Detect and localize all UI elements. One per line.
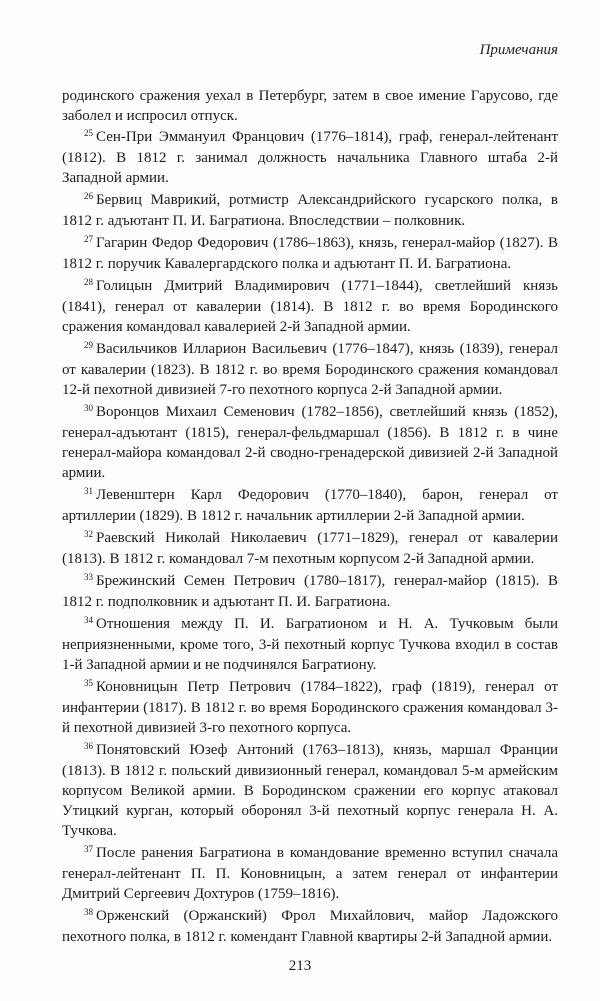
note-31 bbox=[62, 485, 558, 527]
note-number: 32 bbox=[84, 529, 93, 539]
note-34 bbox=[62, 614, 558, 676]
note-text: Отношения между П. И. Багратионом и Н. А. Тучковым были неприязненными, кроме того, 3-й пехотный корпус Тучкова входил в состав 1-й Западной армии и не подчинялся Багратиону. bbox=[62, 616, 558, 673]
note-text: Сен-При Эммануил Францович (1776–1814), граф, генерал-лейтенант (1812). В 1812 г. занимал должность начальника Главного штаба 2-й Западной армии. bbox=[62, 129, 558, 186]
note-32 bbox=[62, 528, 558, 570]
note-text: Гагарин Федор Федорович (1786–1863), князь, генерал-майор (1827). В 1812 г. поручик Кавалергардского полка и адъютант П. И. Багратиона. bbox=[62, 235, 558, 272]
note-number: 26 bbox=[84, 191, 93, 201]
note-number: 28 bbox=[84, 277, 93, 287]
note-text: Васильчиков Илларион Васильевич (1776–1847), князь (1839), генерал от кавалерии (1823). В 1812 г. во время Бородинского сражения командовал 12-й пехотной дивизией 7-го пехотного корпуса 2-й Западной армии. bbox=[62, 341, 558, 398]
note-25 bbox=[62, 127, 558, 189]
note-text: Левенштерн Карл Федорович (1770–1840), барон, генерал от артиллерии (1829). В 1812 г. начальник артиллерии 2-й Западной армии. bbox=[62, 487, 558, 524]
note-number: 27 bbox=[84, 234, 93, 244]
note-number: 35 bbox=[84, 678, 93, 688]
notes-body bbox=[62, 86, 558, 949]
note-number: 25 bbox=[84, 128, 93, 138]
note-number: 37 bbox=[84, 844, 93, 854]
note-text: Голицын Дмитрий Владимирович (1771–1844), светлейший князь (1841), генерал от кавалерии (1814). В 1812 г. во время Бородинского сражения командовал кавалерией 2-й Западной армии. bbox=[62, 278, 558, 335]
note-36 bbox=[62, 740, 558, 842]
note-number: 33 bbox=[84, 572, 93, 582]
note-text: Орженский (Оржанский) Фрол Михайлович, майор Ладожского пехотного полка, в 1812 г. комендант Главной квартиры 2-й Западной армии. bbox=[62, 908, 558, 945]
note-28 bbox=[62, 276, 558, 338]
note-number: 36 bbox=[84, 741, 93, 751]
note-text: Брежинский Семен Петрович (1780–1817), генерал-майор (1815). В 1812 г. подполковник и адъютант П. И. Багратиона. bbox=[62, 573, 558, 610]
note-text: Воронцов Михаил Семенович (1782–1856), светлейший князь (1852), генерал-адъютант (1815), генерал-фельдмаршал (1856). В 1812 г. в чине генерал-майора командовал 2-й сводно-гренадерской дивизией 2-й Западной армии. bbox=[62, 404, 558, 481]
note-text: Бервиц Маврикий, ротмистр Александрийского гусарского полка, в 1812 г. адъютант П. И. Багратиона. Впоследствии – полковник. bbox=[62, 192, 558, 229]
note-29 bbox=[62, 339, 558, 401]
note-number: 29 bbox=[84, 340, 93, 350]
note-number: 38 bbox=[84, 907, 93, 917]
note-30 bbox=[62, 402, 558, 484]
note-26 bbox=[62, 190, 558, 232]
page-number: 213 bbox=[288, 958, 312, 974]
note-number: 30 bbox=[84, 403, 93, 413]
note-text: Коновницын Петр Петрович (1784–1822), граф (1819), генерал от инфантерии (1817). В 1812 г. во время Бородинского сражения командовал 3-й пехотной дивизией 3-го пехотного корпуса. bbox=[62, 679, 558, 736]
note-text: После ранения Багратиона в командование временно вступил сначала генерал-лейтенант П. П. Коновницын, а затем генерал от инфантерии Дмитрий Сергеевич Дохтуров (1759–1816). bbox=[62, 845, 558, 902]
note-35 bbox=[62, 677, 558, 739]
note-37 bbox=[62, 843, 558, 905]
note-number: 31 bbox=[84, 486, 93, 496]
note-38 bbox=[62, 906, 558, 948]
note-27 bbox=[62, 233, 558, 275]
note-number: 34 bbox=[84, 615, 93, 625]
running-head: Примечания bbox=[479, 42, 558, 58]
note-33 bbox=[62, 571, 558, 613]
note-text: Понятовский Юзеф Антоний (1763–1813), князь, маршал Франции (1813). В 1812 г. польский дивизионный генерал, командовал 5-м армейским корпусом Великой армии. В Бородинском сражении его корпус атаковал Утицкий курган, который оборонял 3-й пехотный корпус генерала Н. А. Тучкова. bbox=[62, 742, 558, 839]
note-text: Раевский Николай Николаевич (1771–1829), генерал от кавалерии (1813). В 1812 г. командовал 7-м пехотным корпусом 2-й Западной армии. bbox=[62, 530, 558, 567]
continuation-paragraph: родинского сражения уехал в Петербург, затем в свое имение Гарусово, где заболел и испросил отпуск. bbox=[62, 88, 558, 124]
